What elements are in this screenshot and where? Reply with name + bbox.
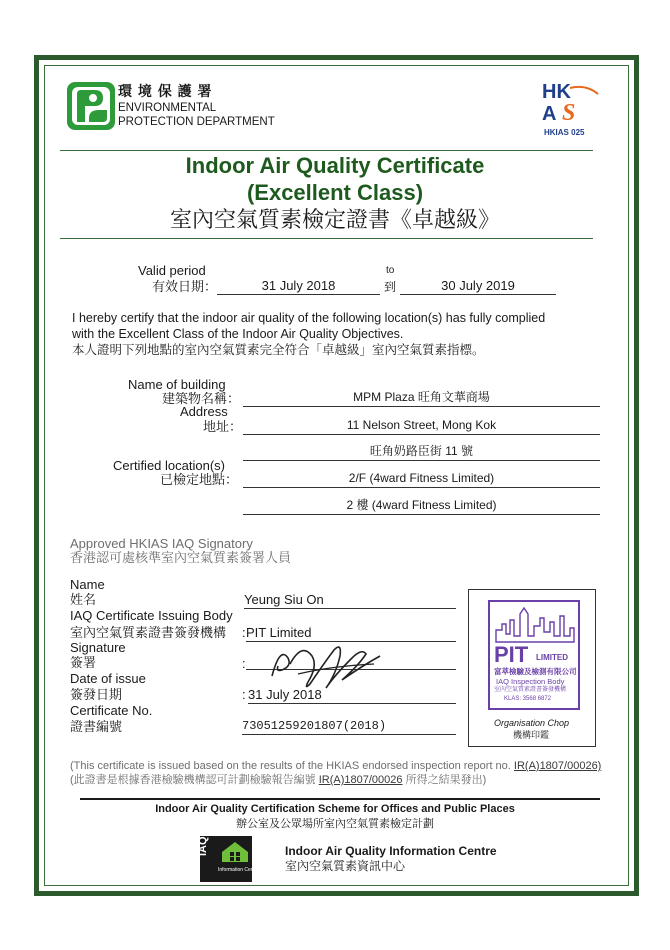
- building-value: MPM Plaza 旺角文華商場: [243, 391, 600, 407]
- svg-text:S: S: [562, 100, 576, 126]
- title-line1: Indoor Air Quality Certificate: [185, 153, 485, 178]
- issuer-label-en: IAQ Certificate Issuing Body: [70, 608, 233, 623]
- signatory-heading-en: Approved HKIAS IAQ Signatory: [70, 536, 253, 551]
- address-value-line1: 11 Nelson Street, Mong Kok: [243, 419, 600, 435]
- epd-logo: [67, 82, 115, 130]
- valid-period-label-en: Valid period: [138, 263, 206, 278]
- epd-name-en-line1: ENVIRONMENTAL: [118, 102, 217, 114]
- svg-text:A: A: [542, 103, 557, 125]
- certified-value-line1: 2/F (4ward Fitness Limited): [243, 472, 600, 488]
- date-value: 31 July 2018: [248, 688, 456, 704]
- organisation-chop-stamp: [488, 600, 580, 710]
- name-label-en: Name: [70, 577, 105, 592]
- signatory-heading-zh: 香港認可處核準室內空氣質素簽署人員: [70, 550, 292, 565]
- chop-line-en: IAQ Inspection Body: [496, 677, 565, 686]
- certno-label-en: Certificate No.: [70, 703, 153, 718]
- title-zh: 室內空氣質素檢定證書《卓越級》: [169, 207, 500, 232]
- signature-label-zh: 簽署: [70, 655, 97, 670]
- footnote-report-no-en: IR(A)1807/00026): [513, 760, 602, 772]
- address-label-zh: 地址：: [203, 419, 243, 434]
- epd-name-en-line2: PROTECTION DEPARTMENT: [118, 116, 275, 128]
- chop-brand-suffix: LIMITED: [536, 653, 568, 662]
- epd-name-zh: 環 境 保 護 署: [118, 83, 213, 99]
- chop-caption-zh: 機構印鑑: [513, 730, 550, 740]
- iaq-logo-caption: Information Centre: [218, 867, 260, 873]
- name-label-zh: 姓名: [70, 592, 97, 607]
- centre-name-en: Indoor Air Quality Information Centre: [285, 844, 497, 858]
- certno-label-zh: 證書編號: [70, 719, 123, 734]
- declaration-line2: with the Excellent Class of the Indoor Air Quality Objectives.: [72, 327, 404, 341]
- footnote-text-zh-pre: (此證書是根據香港檢驗機構認可計劃檢驗報告編號: [70, 774, 316, 786]
- iaq-logo-text: IAQ: [197, 836, 209, 856]
- signature-label-en: Signature: [70, 640, 126, 655]
- footnote-report-no-zh: IR(A)1807/00026: [318, 774, 403, 786]
- valid-until-value: 30 July 2019: [400, 279, 556, 295]
- issuer-value: PIT Limited: [246, 626, 456, 642]
- date-label-en: Date of issue: [70, 671, 146, 686]
- chop-line-zh: 富萃檢驗及檢測有限公司: [494, 667, 577, 676]
- footer-divider: [80, 798, 600, 800]
- footnote-line-en: [70, 761, 601, 772]
- declaration-zh: 本人證明下列地點的室內空氣質素完全符合「卓越級」室內空氣質素指標。: [72, 343, 485, 357]
- iaq-logo: [197, 836, 260, 882]
- footnote-text-en: (This certificate is issued based on the results of the HKIAS endorsed inspection report no.: [70, 760, 511, 772]
- date-label-zh: 簽發日期: [70, 687, 123, 702]
- house-icon: [220, 840, 250, 864]
- scheme-name-en: Indoor Air Quality Certification Scheme for Offices and Public Places: [155, 803, 515, 815]
- address-label-en: Address: [180, 404, 228, 419]
- chop-line-zh2: 室內空氣質素證書簽發機構: [494, 687, 567, 693]
- chop-line-tel: KLAS: 3568 6872: [504, 696, 552, 702]
- building-label-zh: 建築物名稱：: [162, 391, 241, 406]
- footnote-text-zh-post: 所得之結果發出): [405, 774, 487, 786]
- valid-from-value: 31 July 2018: [217, 279, 380, 295]
- chop-caption-en: Organisation Chop: [494, 718, 570, 728]
- certified-value-line2: 2 樓 (4ward Fitness Limited): [243, 499, 600, 515]
- certified-label-zh: 已檢定地點：: [160, 472, 239, 487]
- certno-value: 73051259201807(2018): [242, 720, 456, 735]
- title-line2: (Excellent Class): [246, 180, 424, 205]
- header-divider: [60, 150, 593, 151]
- footnote-line-zh: [70, 775, 486, 786]
- chop-brand: PIT: [494, 642, 529, 667]
- scheme-name-zh: 辦公室及公眾場所室內空氣質素檢定計劃: [236, 818, 434, 830]
- title-divider: [60, 238, 593, 239]
- name-value: Yeung Siu On: [244, 593, 456, 609]
- valid-period-label-zh: 有效日期：: [152, 279, 218, 294]
- skyline-icon: [494, 606, 576, 644]
- svg-text:HK: HK: [542, 81, 571, 103]
- hkias-caption: HKIAS 025: [544, 128, 585, 137]
- issuer-label-zh: 室內空氣質素證書簽發機構: [70, 625, 227, 640]
- centre-name-zh: 室內空氣質素資訊中心: [285, 859, 406, 873]
- valid-to-label-en: to: [386, 265, 395, 276]
- declaration-line1: I hereby certify that the indoor air quality of the following location(s) has fully complied: [72, 311, 546, 325]
- building-label-en: Name of building: [128, 377, 226, 392]
- valid-to-label-zh: 到: [384, 280, 397, 294]
- address-value-line2: 旺角奶路臣街 11 號: [243, 445, 600, 461]
- certified-label-en: Certified location(s): [113, 458, 225, 473]
